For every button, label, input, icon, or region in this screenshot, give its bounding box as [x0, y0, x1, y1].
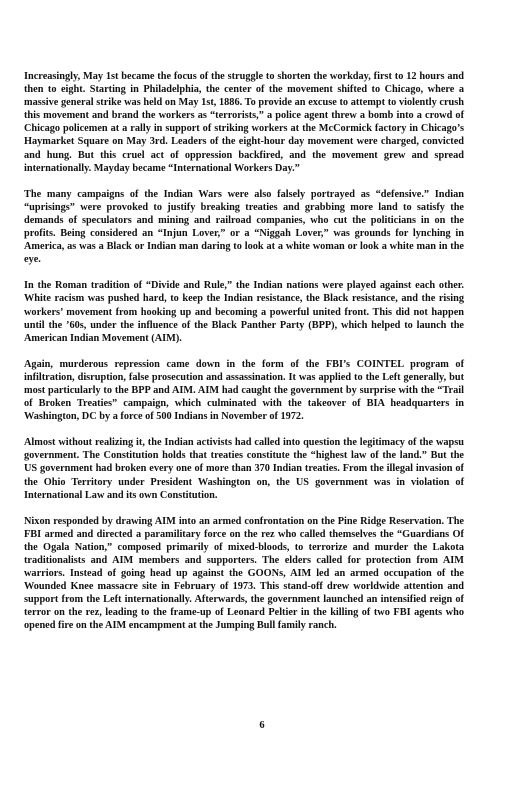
- document-body: [24, 70, 464, 646]
- paragraph-legitimacy: Almost without realizing it, the Indian activists had called into question the legitimacy of the wapsu government. The Constitution holds that treaties constitute the “highest law of the land.” But the US government had broken every one of more than 370 Indian treaties. From the illegal invasion of the Ohio Territory under President Washington on, the US government was in violation of International Law and its own Constitution.: [24, 437, 464, 501]
- paragraph-cointel: Again, murderous repression came down in the form of the FBI’s COINTEL program of infiltration, disruption, false prosecution and assassination. It was applied to the Left generally, but most particularly to the BPP and AIM. AIM had caught the government by surprise with the “Trail of Broken Treaties” campaign, which culminated with the takeover of BIA headquarters in Washington, DC by a force of 500 Indians in November of 1972.: [24, 358, 464, 423]
- paragraph-divide-and-rule: In the Roman tradition of “Divide and Rule,” the Indian nations were played against each other. White racism was pushed hard, to keep the Indian resistance, the Black resistance, and the rising workers’ movement from hooking up and becoming a powerful united front. This did not happen until the ’60s, under the influence of the Black Panther Party (BPP), which helped to launch the American Indian Movement (AIM).: [24, 280, 464, 344]
- page-number: 6: [259, 720, 265, 731]
- paragraph-mayday: Increasingly, May 1st became the focus of the struggle to shorten the workday, first to 12 hours and then to eight. Starting in Philadelphia, the center of the movement shifted to Chicago, where a massive general strike was held on May 1st, 1886. To provide an excuse to attempt to violently crush this movement and brand the workers as “terrorists,” a police agent threw a bomb into a crowd of Chicago policemen at a rally in support of striking workers at the McCormick factory in Chicago’s Haymarket Square on May 3rd. Leaders of the eight-hour day movement were charged, convicted and hung. But this cruel act of oppression backfired, and the movement grew and spread internationally. Mayday became “International Workers Day.”: [24, 71, 464, 174]
- paragraph-pine-ridge: Nixon responded by drawing AIM into an armed confrontation on the Pine Ridge Reservation. The FBI armed and directed a paramilitary force on the rez who called themselves the “Guardians Of the Ogala Nation,” composed primarily of mixed-bloods, to terrorize and murder the Lakota traditionalists and AIM members and supporters. The elders called for protection from AIM warriors. Instead of going head up against the GOONs, AIM led an armed occupation of the Wounded Knee massacre site in February of 1973. This stand-off drew worldwide attention and support from the Left internationally. Afterwards, the government launched an intensified reign of terror on the rez, leading to the frame-up of Leonard Peltier in the killing of two FBI agents who opened fire on the AIM encampment at the Jumping Bull family ranch.: [24, 515, 464, 632]
- paragraph-indian-wars: The many campaigns of the Indian Wars were also falsely portrayed as “defensive.” Indian “uprisings” were provoked to justify breaking treaties and grabbing more land to satisfy the demands of speculators and mining and railroad companies, who cut the politicians in on the profits. Being considered an “Injun Lover,” or a “Niggah Lover,” was grounds for lynching in America, as was a Black or Indian man daring to look at a white woman or look a white man in the eye.: [24, 188, 464, 266]
